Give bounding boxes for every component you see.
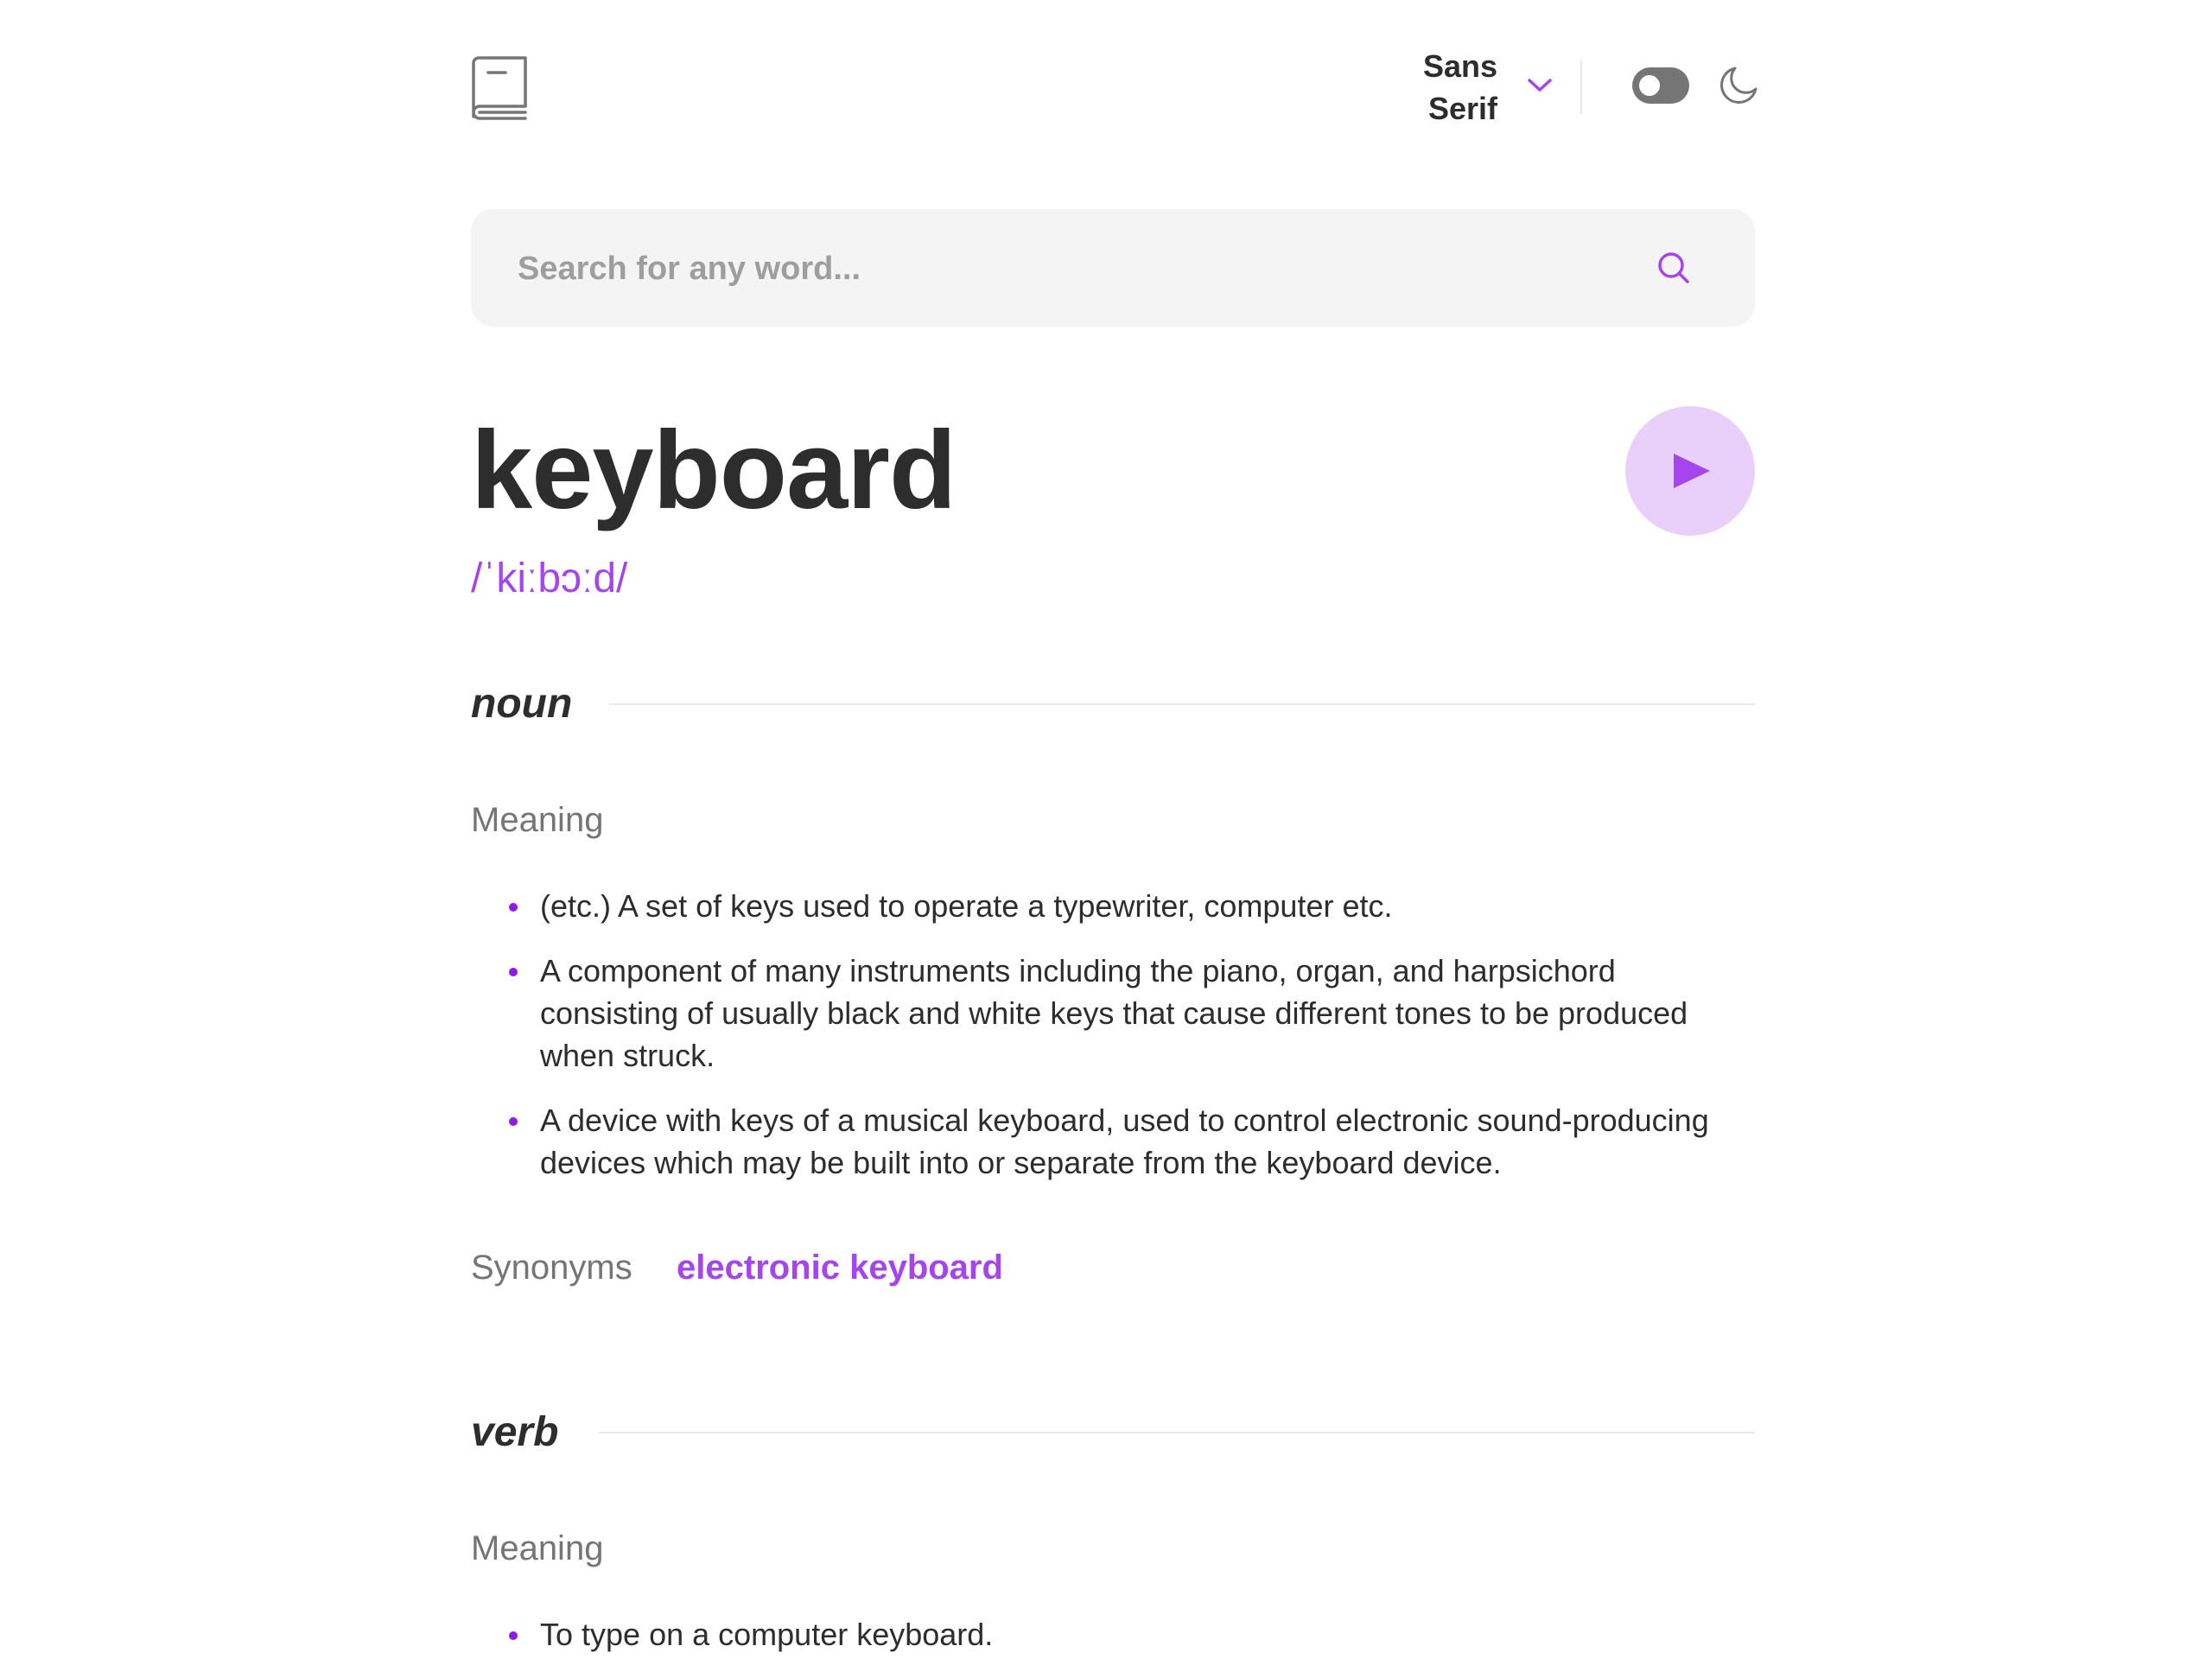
- header-divider: [1580, 60, 1582, 114]
- theme-toggle[interactable]: [1632, 67, 1689, 104]
- definition-text: A component of many instruments including the piano, organ, and harpsichord consisting of usually black and white keys that cause different tones to be produced when struck.: [540, 953, 1688, 1073]
- definition-item: [471, 1613, 1755, 1656]
- search-input[interactable]: [516, 209, 1599, 328]
- search-bar: [471, 209, 1755, 327]
- definition-text: A device with keys of a musical keyboard, used to control electronic sound-producing devices which may be built into or separate from the keyboard device.: [540, 1103, 1709, 1180]
- definition-text: To type on a computer keyboard.: [540, 1617, 994, 1652]
- search-icon[interactable]: [1656, 251, 1691, 285]
- section-divider: [599, 1432, 1755, 1433]
- moon-icon[interactable]: [1719, 65, 1759, 105]
- meaning-heading: Meaning: [471, 1529, 604, 1567]
- play-button[interactable]: [1625, 406, 1755, 536]
- definition-list: [471, 1613, 1755, 1678]
- definition-text: (etc.) A set of keys used to operate a typewriter, computer etc.: [540, 888, 1393, 924]
- font-select-label: Sans Serif: [1422, 48, 1497, 126]
- bullet: [509, 903, 518, 912]
- bullet: [509, 1117, 518, 1126]
- bullet: [509, 1631, 518, 1640]
- phonetic: /ˈkiːbɔːd/: [471, 556, 628, 601]
- word-title: keyboard: [471, 409, 957, 532]
- synonym-link[interactable]: electronic keyboard: [677, 1249, 1003, 1287]
- definition-item: [471, 1099, 1755, 1184]
- play-icon: [1670, 449, 1713, 493]
- synonyms-label: Synonyms: [471, 1249, 632, 1287]
- part-of-speech-noun: noun: [471, 681, 573, 727]
- definition-item: [471, 950, 1755, 1077]
- section-divider: [609, 703, 1755, 705]
- page: [471, 0, 1755, 1659]
- definition-item: [471, 885, 1755, 927]
- theme-toggle-knob: [1639, 75, 1660, 96]
- bullet: [509, 968, 518, 976]
- book-icon[interactable]: [471, 56, 528, 121]
- part-of-speech-verb: verb: [471, 1409, 559, 1455]
- definition-list: [471, 885, 1755, 1206]
- chevron-down-icon[interactable]: [1527, 76, 1553, 95]
- meaning-heading: Meaning: [471, 801, 604, 839]
